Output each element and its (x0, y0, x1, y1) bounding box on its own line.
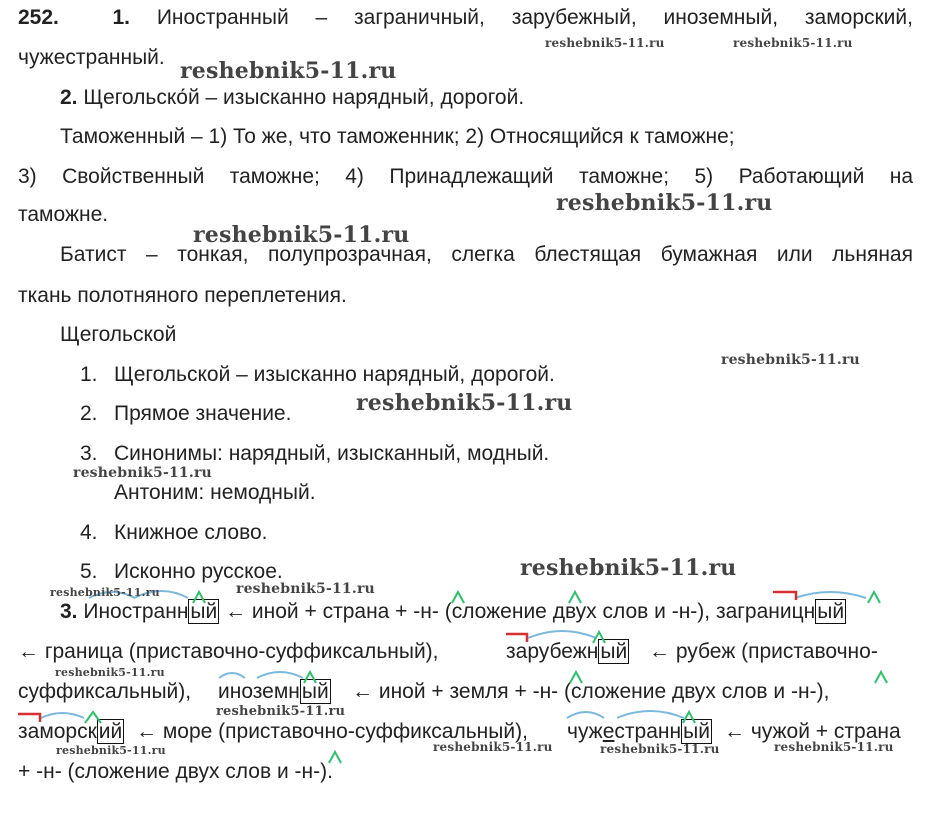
prefix: за (715, 600, 738, 623)
suffix: н (288, 680, 300, 703)
word: тонкая, (177, 243, 249, 266)
root-arc (528, 631, 596, 638)
p5-line3-b: ← иной + земля + -н- (сложение двух слов и -н-), (352, 680, 830, 703)
watermark: reshebnik5-11.ru (56, 744, 166, 757)
watermark: reshebnik5-11.ru (180, 58, 397, 84)
word: иноземный, (663, 6, 779, 29)
word: 4) (345, 165, 364, 188)
ending-box: ий (98, 720, 123, 743)
word: слегка (451, 243, 515, 266)
watermark: reshebnik5-11.ru (774, 740, 894, 754)
watermark: reshebnik5-11.ru (216, 704, 346, 719)
list-text: Антоним: немодный. (114, 481, 316, 504)
word: Батист (60, 243, 127, 266)
word: 5) (694, 165, 714, 188)
root: границ (737, 600, 804, 623)
derivation-text: ← иной + страна + -н- (сложение двух слов и -н-), (225, 600, 716, 623)
root: стран (614, 720, 670, 743)
watermark: reshebnik5-11.ru (600, 742, 720, 756)
word: Иностранный (156, 6, 289, 29)
list-number: 4. (80, 521, 98, 544)
prefix: за (506, 640, 528, 663)
watermark: reshebnik5-11.ru (556, 190, 773, 216)
word: заграничный, (354, 6, 485, 29)
ending-box: ый (600, 640, 628, 663)
list-heading: Щегольской (60, 323, 177, 346)
root-arc (257, 672, 303, 678)
list-text: Прямое значение. (114, 402, 292, 425)
prefix-bracket (506, 634, 527, 642)
suffix-caret (569, 592, 581, 603)
list-text: Исконно русское. (114, 560, 283, 583)
p5-line4-b: ← чужой + страна (724, 720, 901, 743)
list-number: 2. (80, 402, 98, 425)
ending-box: ый (190, 600, 218, 623)
ending-box: ый (683, 720, 710, 743)
connecting-vowel: е (602, 720, 615, 743)
root: ин (218, 680, 242, 703)
watermark: reshebnik5-11.ru (733, 36, 853, 50)
suffix-caret (868, 592, 880, 603)
watermark: reshebnik5-11.ru (433, 740, 553, 754)
watermark: reshebnik5-11.ru (520, 555, 737, 581)
word: льняная (832, 243, 913, 266)
suffix-caret (452, 592, 464, 603)
word: таможне; (229, 165, 320, 188)
suffix-caret (875, 672, 887, 683)
root: мор (39, 720, 78, 743)
ending-box: ый (301, 680, 329, 703)
watermark: reshebnik5-11.ru (356, 390, 573, 416)
p2-number: 2. (60, 86, 78, 109)
root: чуж (567, 720, 603, 743)
word: полупрозрачная, (268, 243, 432, 266)
p5-line5: + -н- (сложение двух слов и -н-). (18, 760, 333, 783)
word: – (315, 6, 328, 29)
suffix: н (669, 720, 682, 743)
p2-text: Щегольско́й – изысканно нарядный, дорогой. (83, 86, 525, 109)
watermark: reshebnik5-11.ru (50, 586, 160, 599)
prefix-bracket (18, 714, 40, 722)
word: зарубежный, (511, 6, 637, 29)
word: блестящая (534, 243, 642, 266)
word: бумажная (660, 243, 758, 266)
watermark: reshebnik5-11.ru (55, 666, 165, 679)
watermark: reshebnik5-11.ru (721, 352, 860, 368)
p5-number: 3. (60, 600, 78, 623)
suffix-caret (683, 712, 695, 723)
word: Принадлежащий (389, 165, 554, 188)
suffix: ск (77, 720, 97, 743)
suffix: н (176, 600, 189, 623)
root-arc (795, 592, 866, 598)
word: Работающий (738, 165, 865, 188)
root-arc (617, 711, 684, 718)
root-arc (41, 713, 84, 718)
p5-line3-a: суффиксальный), (18, 680, 192, 703)
p5-line2-a: ← граница (приставочно-суффиксальный), (18, 640, 439, 663)
suffix-caret (193, 592, 205, 603)
root: стран (121, 600, 177, 623)
word: таможне; (578, 165, 670, 188)
word: или (776, 243, 813, 266)
word: заморский, (804, 6, 913, 29)
root: зем (252, 680, 289, 703)
watermark: reshebnik5-11.ru (193, 222, 410, 248)
word: 3) (18, 165, 37, 188)
p4-line2: ткань полотняного переплетения. (18, 284, 347, 307)
connecting-vowel: о (241, 680, 253, 703)
suffix: н (803, 600, 816, 623)
ending-box: ый (817, 600, 845, 623)
p3-line1: Таможенный – 1) То же, что таможенник; 2) Относящийся к таможне; (60, 125, 735, 148)
root-arc (567, 712, 604, 718)
word: Свойственный (62, 165, 205, 188)
prefix-root: Ино (83, 600, 122, 623)
word: – (146, 243, 158, 266)
watermark: reshebnik5-11.ru (236, 581, 375, 597)
watermark: reshebnik5-11.ru (73, 465, 212, 481)
prefix-bracket (773, 592, 796, 600)
root: рубеж (527, 640, 587, 663)
p1-number: 1. (112, 6, 131, 29)
list-number: 1. (80, 363, 98, 386)
p1-line2: чужестранный. (18, 46, 165, 69)
task-number: 252. (18, 6, 59, 29)
watermark: reshebnik5-11.ru (545, 36, 665, 50)
list-text: Щегольской – изысканно нарядный, дорогой. (114, 363, 555, 386)
list-number: 5. (80, 560, 98, 583)
list-text: Синонимы: нарядный, изысканный, модный. (114, 442, 550, 465)
p5-line4-a: ← море (приставочно-суффиксальный), (136, 720, 528, 743)
suffix: н (586, 640, 599, 663)
prefix: за (18, 720, 40, 743)
suffix-caret (329, 752, 341, 763)
suffix-caret (85, 712, 101, 723)
p5-line2-b: ← рубеж (приставочно- (649, 640, 878, 663)
root-arc (219, 673, 245, 678)
suffix-caret (304, 672, 316, 683)
p3-line3: таможне. (18, 203, 109, 226)
suffix-caret (570, 672, 582, 683)
list-number: 3. (80, 442, 98, 465)
word: на (889, 165, 914, 188)
list-text: Книжное слово. (114, 521, 268, 544)
